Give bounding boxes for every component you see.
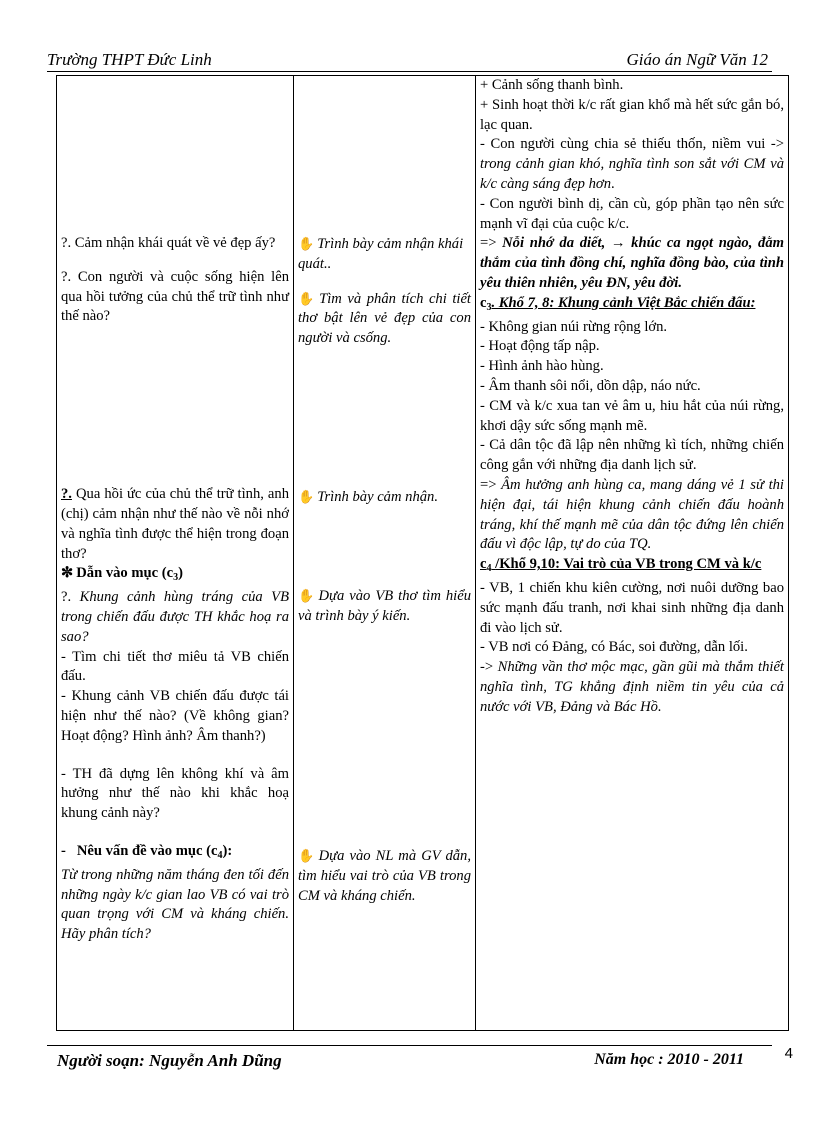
hand-icon: ✋ [298, 488, 315, 504]
content-text: - Con người cùng chia sẻ thiếu thốn, niềm vui -> [480, 136, 784, 153]
intro-c3-close: ) [178, 565, 183, 582]
question-4c: - TH đã dựng lên không khí và âm hưởng như thế nào khi khắc hoạ khung cảnh này? [61, 765, 289, 822]
question-3 [61, 485, 289, 564]
question-4 [61, 588, 289, 647]
lesson-table [56, 75, 789, 1031]
section-c4-title [480, 555, 784, 579]
activity-5 [298, 846, 471, 906]
activity-5-text: Dựa vào NL mà GV dẫn, tìm hiểu vai trò của VB trong CM và kháng chiến. [298, 848, 472, 904]
c3-item: - Cả dân tộc đã lập nên những kì tích, những chiến công gắn với những địa danh lịch sử. [480, 437, 784, 474]
content-line: + Sinh hoạt thời k/c rất gian khổ mà hết sức gắn bó, lạc quan. [480, 96, 784, 133]
c3-item: - Không gian núi rừng rộng lớn. [480, 318, 668, 335]
summary-b: khúc ca ngọt ngào, đằm thắm của tình đồng chí, nghĩa đồng bào, của tình yêu thiên nhiên, yêu ĐN, yêu đời. [480, 235, 784, 291]
asterisk-icon: ✼ [61, 565, 74, 582]
c4-label: c [480, 556, 487, 573]
content-summary [480, 234, 784, 293]
intro-c3-sub: 3 [173, 572, 179, 584]
question-2: ?. Con người và cuộc sống hiện lên qua hồi tưởng của chủ thể trữ tình như thế nào? [61, 268, 289, 325]
intro-c4 [61, 842, 289, 866]
summary-a: Nỗi nhớ da diết, [502, 235, 606, 252]
intro-c4-dash: - [61, 842, 66, 859]
question-1: ?. Cảm nhận khái quát về vẻ đẹp ấy? [61, 235, 276, 251]
header-subject: Giáo án Ngữ Văn 12 [626, 50, 768, 69]
question-4-prefix: ?. [61, 589, 72, 606]
c4-item: - VB, 1 chiến khu kiên cường, nơi nuôi dưỡng bao sức mạnh đấu tranh, nơi khai sinh những địa danh đi vào lịch sử. [480, 579, 784, 636]
student-activity-cell [294, 76, 476, 1031]
hand-icon: ✋ [298, 848, 316, 864]
header-divider [47, 71, 772, 72]
activity-2-text: Tìm và phân tích chi tiết thơ bật lên vẻ đẹp của con người và csống. [298, 290, 471, 347]
content-end: . [611, 175, 615, 192]
content-line [480, 135, 784, 194]
question-5: Từ trong những năm tháng đen tối đến những ngày k/c gian lao VB có vai trò quan trọng với CM và kháng chiến. Hãy phân tích? [61, 866, 289, 943]
content-cell [476, 76, 789, 1031]
arrow-right-icon: → [610, 235, 626, 252]
question-3-mark: ?. [61, 486, 72, 503]
c3-item: - Hoạt động tấp nập. [480, 338, 600, 355]
intro-c4-text: Nêu vấn đề vào mục (c [76, 842, 218, 859]
activity-3 [298, 487, 471, 508]
activity-2 [298, 289, 471, 349]
hand-icon: ✋ [298, 290, 317, 306]
c4-conclusion-text: Những vần thơ mộc mạc, gần gũi mà thắm thiết nghĩa tình, TG khẳng định niềm tin yêu của cả nước với VB, Đảng và Bác Hồ. [480, 659, 784, 715]
arrow-text: => [480, 476, 497, 493]
teacher-activity-cell [57, 76, 294, 1031]
activity-4-text: Dựa vào VB thơ tìm hiểu và trình bày ý kiến. [298, 587, 471, 624]
section-c3-title [480, 294, 784, 318]
arrow-text: => [480, 235, 497, 252]
footer-divider [47, 1045, 772, 1046]
intro-c3-text: Dẫn vào mục (c [76, 565, 174, 582]
c4-item: - VB nơi có Đảng, có Bác, soi đường, dẫn lối. [480, 639, 748, 656]
hand-icon: ✋ [298, 587, 316, 603]
c3-title-text: . Khổ 7, 8: Khung cảnh Việt Bắc chiến đấu: [491, 294, 756, 311]
table-row [57, 76, 789, 1031]
c3-conclusion [480, 476, 784, 555]
content-italic: trong cảnh gian khó, nghĩa tình son sắt với CM và k/c càng sáng đẹp hơn [480, 156, 784, 192]
arrow-text: -> [480, 659, 494, 676]
c3-item: - CM và k/c xua tan vẻ âm u, hiu hắt của núi rừng, khơi dậy sức sống mạnh mẽ. [480, 397, 784, 434]
activity-1-text: Trình bày cảm nhận khái quát.. [298, 236, 464, 272]
question-4a: - Tìm chi tiết thơ miêu tả VB chiến đấu. [61, 648, 289, 685]
c3-label: c [480, 294, 487, 311]
page-number: 4 [784, 1045, 793, 1062]
c3-item: - Hình ảnh hào hùng. [480, 358, 604, 375]
content-line: + Cảnh sống thanh bình. [480, 77, 624, 93]
footer-year: Năm học : 2010 - 2011 [594, 1051, 744, 1068]
c3-conclusion-text: Âm hưởng anh hùng ca, mang dáng vẻ 1 sử thi hiện đại, tái hiện khung cảnh chiến đấu hoành tráng, khí thế mạnh mẽ của dân tộc đứng lên chiến đấu vì độc lập, tự do của TQ. [480, 476, 784, 553]
c3-sub: 3 [486, 301, 492, 313]
question-3-text: Qua hồi ức của chủ thể trữ tình, anh (chị) cảm nhận như thế nào về nỗi nhớ và nghĩa tình được thể hiện trong đoạn thơ? [61, 486, 290, 562]
activity-4 [298, 586, 471, 627]
footer-author: Người soạn: Nguyễn Anh Dũng [57, 1051, 282, 1070]
question-4-text: Khung cảnh hùng tráng của VB trong chiến đấu được TH khắc hoạ ra sao? [61, 589, 289, 645]
header-school: Trường THPT Đức Linh [47, 50, 212, 69]
c4-conclusion [480, 658, 784, 717]
question-4b: - Khung cảnh VB chiến đấu được tái hiện như thế nào? (Về không gian? Hoạt động? Hình ảnh? Âm thanh?) [61, 688, 289, 744]
c3-item: - Âm thanh sôi nổi, dồn dập, náo nức. [480, 377, 701, 394]
activity-1 [298, 234, 471, 275]
content-line: - Con người bình dị, cần cù, góp phần tạo nên sức mạnh vĩ đại của cuộc k/c. [480, 195, 784, 232]
intro-c4-close: ): [222, 842, 233, 859]
c4-title-text: /Khổ 9,10: Vai trò của VB trong CM và k/c [495, 556, 762, 573]
c4-sub: 4 [486, 563, 492, 575]
activity-3-text: Trình bày cảm nhận. [317, 488, 438, 505]
intro-c4-sub: 4 [217, 849, 223, 861]
intro-c3 [61, 564, 289, 588]
hand-icon: ✋ [298, 236, 315, 251]
